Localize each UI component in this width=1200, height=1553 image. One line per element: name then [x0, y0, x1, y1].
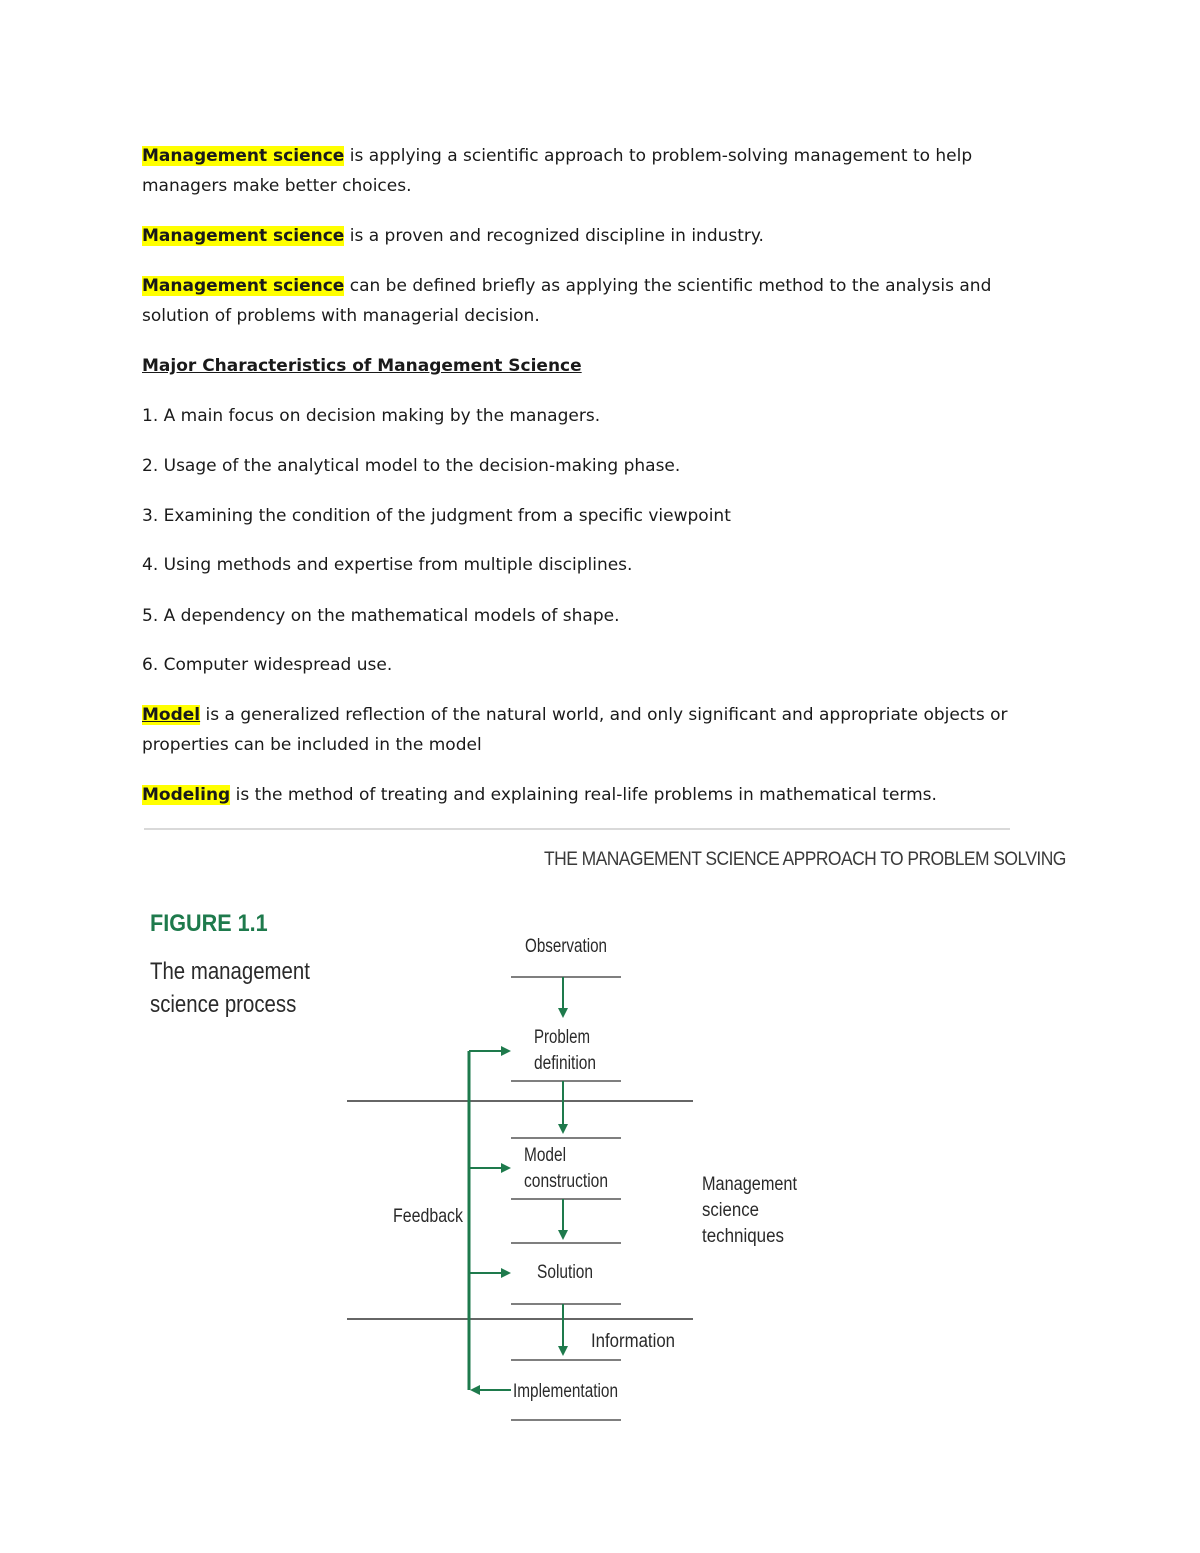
list-item: 4. Using methods and expertise from multiple disciplines. — [142, 555, 633, 575]
figure-label: FIGURE 1.1 — [150, 910, 268, 937]
step-problem-line1: Problem — [534, 1027, 590, 1048]
step-problem-line2: definition — [534, 1053, 596, 1074]
highlighted-term: Model — [142, 705, 201, 725]
paragraph-text: is the method of treating and explaining real-life problems in mathematical terms. — [230, 785, 937, 805]
techniques-label-line1: Management — [702, 1174, 798, 1195]
paragraph-text: can be defined briefly as applying the scientific method to the analysis and — [344, 276, 992, 296]
paragraph-text: is a generalized reflection of the natural world, and only significant and appropriate objects or — [200, 705, 1008, 725]
paragraph-text: properties can be included in the model — [142, 735, 482, 755]
list-item: 1. A main focus on decision making by the managers. — [142, 406, 601, 426]
section-heading: Major Characteristics of Management Science — [142, 356, 582, 376]
paragraph-text: is a proven and recognized discipline in industry. — [344, 226, 764, 246]
step-observation: Observation — [525, 936, 607, 957]
highlighted-term: Modeling — [142, 785, 231, 805]
list-item: 5. A dependency on the mathematical models of shape. — [142, 606, 620, 626]
highlighted-term: Management science — [142, 226, 345, 246]
list-item: 3. Examining the condition of the judgment from a specific viewpoint — [142, 506, 731, 526]
step-model-line2: construction — [524, 1171, 608, 1192]
step-model-line1: Model — [524, 1145, 566, 1166]
highlighted-term: Management science — [142, 276, 345, 296]
step-solution: Solution — [537, 1262, 593, 1283]
paragraph-text: solution of problems with managerial decision. — [142, 306, 540, 326]
figure-caption-line: science process — [150, 991, 297, 1018]
list-item: 6. Computer widespread use. — [142, 655, 393, 675]
techniques-label-line3: techniques — [702, 1226, 784, 1247]
step-implementation: Implementation — [513, 1381, 618, 1402]
techniques-label-line2: science — [702, 1200, 759, 1221]
paragraph-text: is applying a scientific approach to problem-solving management to help — [344, 146, 973, 166]
paragraph-text: managers make better choices. — [142, 176, 412, 196]
figure-caption-line: The management — [150, 958, 310, 985]
feedback-label: Feedback — [393, 1206, 464, 1227]
figure-title: THE MANAGEMENT SCIENCE APPROACH TO PROBLEM SOLVING — [544, 849, 1066, 870]
list-item: 2. Usage of the analytical model to the decision-making phase. — [142, 456, 681, 476]
highlighted-term: Management science — [142, 146, 345, 166]
step-information: Information — [591, 1331, 675, 1352]
